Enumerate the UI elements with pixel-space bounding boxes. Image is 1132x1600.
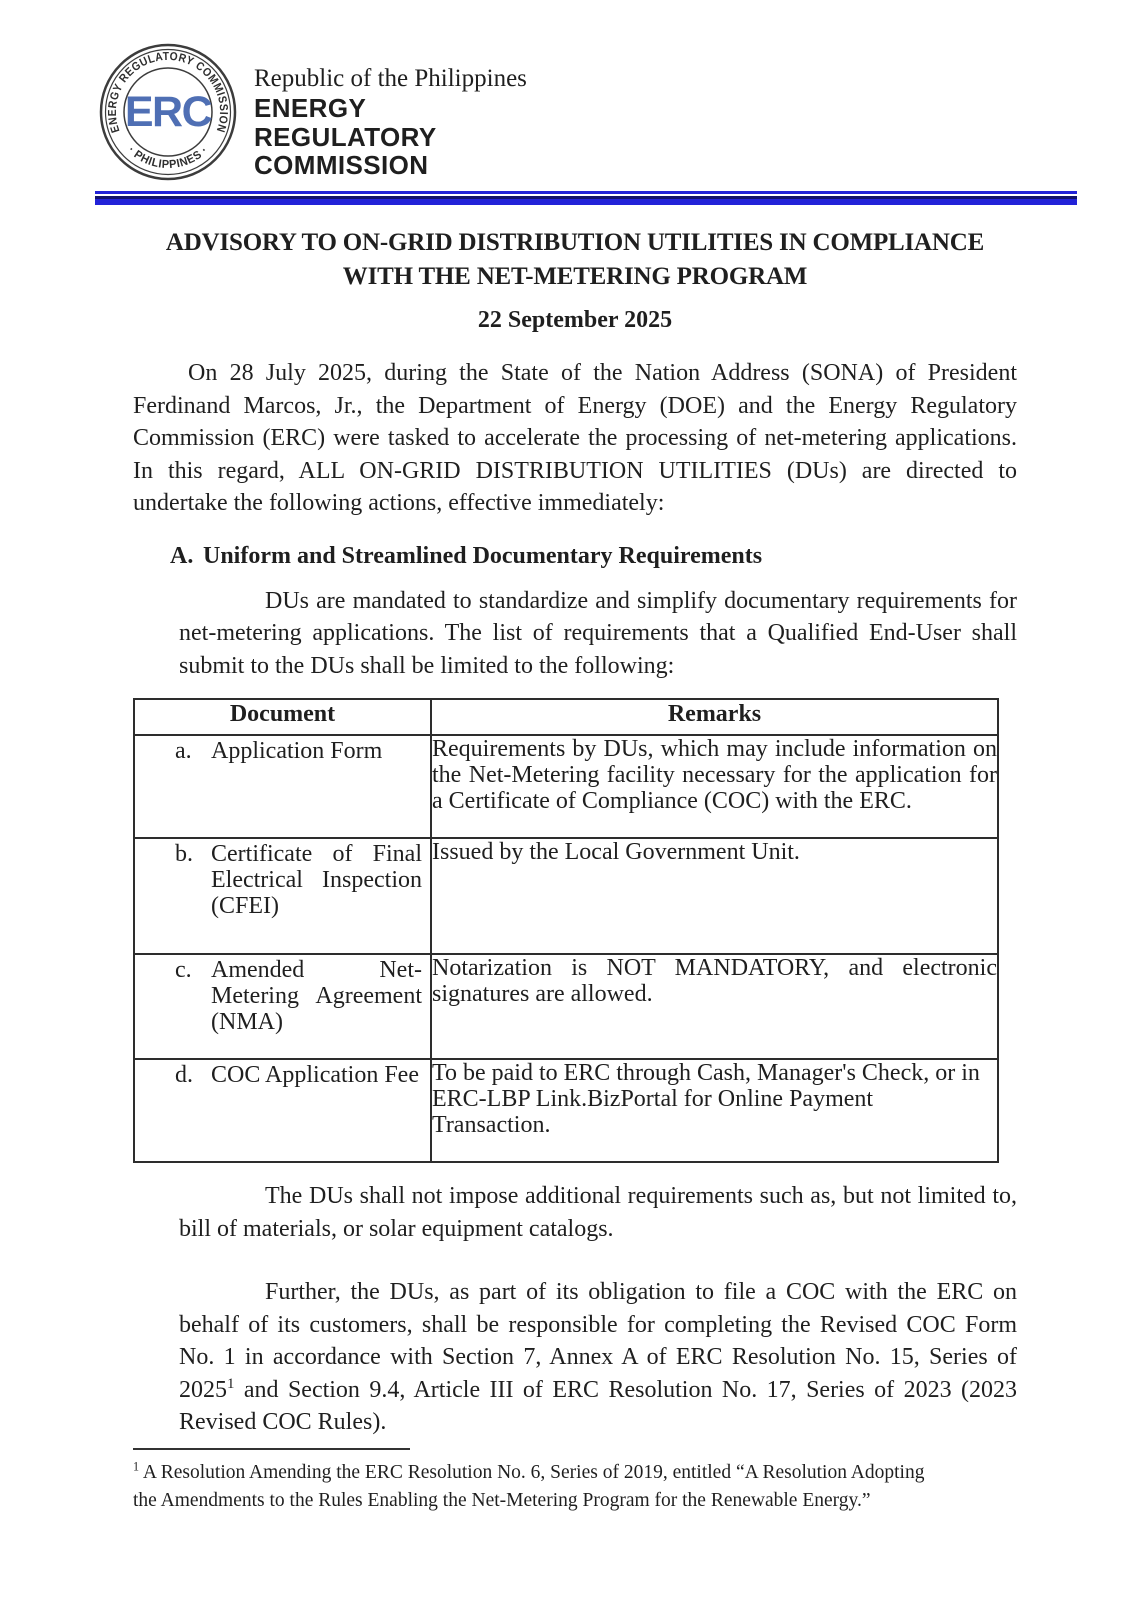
seal-ring-text-top: ENERGY REGULATORY COMMISSION [105,49,231,136]
document-name: Application Form [211,738,383,764]
footnote-text [133,1459,928,1514]
advisory-title [133,226,1017,294]
header-divider-thick-line [95,196,1077,205]
footnote-reference: 1 [227,1375,235,1392]
document-name: Certificate of Final Electrical Inspection (CFEI) [211,841,422,919]
footnote-marker: 1 [133,1459,140,1474]
row-letter: c. [175,957,192,983]
document-cell-inner [135,955,430,1037]
footnote-body: A Resolution Amending the ERC Resolution No. 6, Series of 2019, entitled “A Resolution Adopting the Amendments to the Rules Enabling the Net-Metering Program for the Renewable Energy.” [133,1462,925,1511]
row-letter: d. [175,1062,193,1088]
row-letter: b. [175,841,193,867]
document-body [133,226,1017,1439]
column-header-document: Document [134,699,431,735]
document-name: Amended Net-Metering Agreement (NMA) [211,957,422,1035]
remarks-cell: Notarization is NOT MANDATORY, and electronic signatures are allowed. [431,954,998,1059]
further-text-after-footnote-ref: and Section 9.4, Article III of ERC Resolution No. 17, Series of 2023 (2023 Revised COC Rules). [179,1376,1017,1435]
document-cell [134,838,431,954]
remarks-cell: Issued by the Local Government Unit. [431,838,998,954]
remarks-cell: Requirements by DUs, which may include information on the Net-Metering facility necessary for the application for a Certificate of Compliance (COC) with the ERC. [431,735,998,838]
row-letter: a. [175,738,192,764]
column-header-remarks: Remarks [431,699,998,735]
section-a-lead-paragraph: DUs are mandated to standardize and simplify documentary requirements for net-metering applications. The list of requirements that a Qualified End-User shall submit to the DUs shall be limited to the following: [179,587,1017,679]
document-cell [134,735,431,838]
erc-seal-svg [98,42,238,182]
no-additional-requirements-paragraph: The DUs shall not impose additional requirements such as, but not limited to, bill of materials, or solar equipment catalogs. [179,1183,1017,1242]
footnote-divider [133,1448,410,1450]
table-row [134,838,998,954]
document-cell-inner [135,1060,430,1090]
letterhead [98,42,527,182]
document-cell-inner [135,839,430,921]
table-row [134,735,998,838]
advisory-date: 22 September 2025 [477,307,673,333]
section-a-heading-text: Uniform and Streamlined Documentary Requirements [203,542,763,569]
further-obligation-paragraph [179,1276,1017,1439]
document-cell-inner [135,736,430,766]
agency-name-line-1: ENERGY [254,93,367,123]
seal-center-text: ERC [124,88,212,136]
seal-ring-text-bottom: · PHILIPPINES · [125,143,211,172]
table-row [134,954,998,1059]
section-a-heading [133,543,1017,570]
advisory-title-line-1: ADVISORY TO ON-GRID DISTRIBUTION UTILITIES IN COMPLIANCE [165,229,985,256]
document-name: COC Application Fee [211,1062,419,1088]
table-row [134,1059,998,1162]
erc-seal-logo [98,42,238,182]
document-cell [134,1059,431,1162]
table-header-row [134,699,998,735]
advisory-title-line-2: WITH THE NET-METERING PROGRAM [342,263,808,290]
agency-block [254,64,527,182]
further-text-before-footnote-ref: Further, the DUs, as part of its obligation to file a COC with the ERC on behalf of its customers, shall be responsible for completing the Revised COC Form No. 1 in accordance with Section 7, Annex A of ERC Resolution No. 15, Series of 2025 [179,1279,1017,1403]
document-cell [134,954,431,1059]
remarks-cell: To be paid to ERC through Cash, Manager's Check, or in ERC-LBP Link.BizPortal for Online Payment Transaction. [431,1059,998,1162]
republic-line: Republic of the Philippines [254,65,527,92]
intro-paragraph: On 28 July 2025, during the State of the Nation Address (SONA) of President Ferdinand Marcos, Jr., the Department of Energy (DOE) and the Energy Regulatory Commission (ERC) were tasked to accelerate the processing of net-metering applications. In this regard, ALL ON-GRID DISTRIBUTION UTILITIES (DUs) are directed to undertake the following actions, effective immediately: [133,360,1017,516]
agency-name-line-2: REGULATORY [254,121,437,152]
header-divider [95,191,1077,205]
requirements-table [133,698,999,1163]
footnote-section [133,1448,928,1514]
section-a-label: A. [170,542,194,569]
agency-name-line-3: COMMISSION [254,150,429,180]
